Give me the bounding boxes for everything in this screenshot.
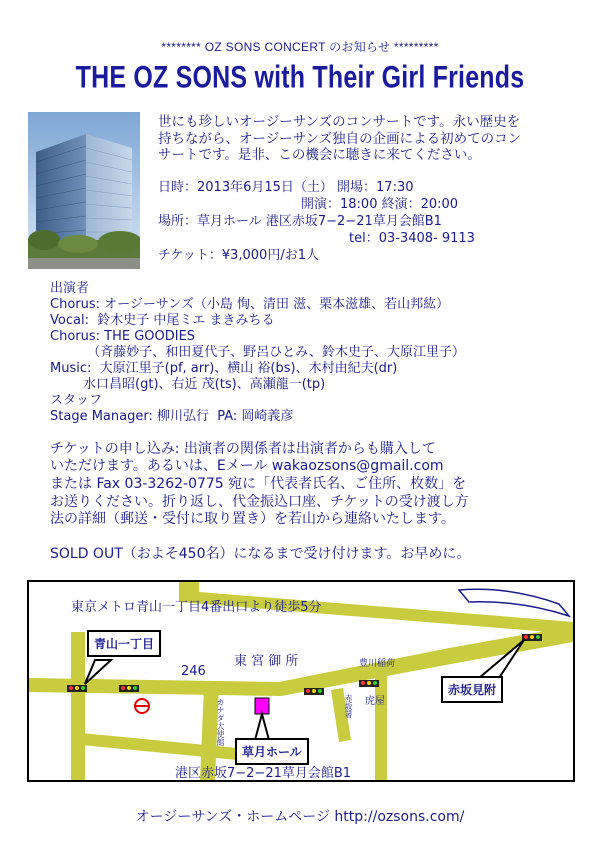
building-photo bbox=[28, 112, 140, 269]
event-venue: 場所：草月ホール 港区赤坂7−2−21草月会館B1 bbox=[158, 214, 442, 229]
cast-line: Chorus: オージーサンズ（小島 恂、清田 滋、栗本滋雄、若山邦紘） bbox=[50, 297, 450, 312]
event-ticket: チケット：¥3,000円/お1人 bbox=[158, 248, 319, 263]
cast-line: （斉藤妙子、和田夏代子、野呂ひとみ、鈴木史子、大原江里子） bbox=[50, 345, 465, 360]
cast-line: Vocal: 鈴木史子 中尾ミエ まきみちる bbox=[50, 313, 275, 328]
cast-line: Music: 大原江里子(pf, arr)、横山 裕(bs)、木村由紀夫(dr) bbox=[50, 361, 398, 376]
apply-line: 法の詳細（郵送・受付に取り置き）を若山から連絡いたします。 bbox=[50, 511, 455, 527]
intro-line: 持ちながら、オージーサンズ独自の企画による初めてのコン bbox=[158, 130, 522, 147]
apply-line: いただけます。あるいは、Eメール wakaozsons@gmail.com bbox=[50, 458, 444, 474]
intro-paragraph bbox=[158, 114, 578, 164]
address-label: 港区赤坂7−2−21草月会館B1 bbox=[175, 766, 352, 781]
staff-line: Stage Manager: 柳川弘行 PA: 岡崎義彦 bbox=[50, 409, 294, 424]
apply-line: または Fax 03-3262-0775 宛に「代表者氏名、ご住所、枚数」を bbox=[50, 476, 467, 492]
apply-line: チケットの申し込み: 出演者の関係者は出演者からも購入して bbox=[50, 441, 436, 457]
cast-line: Chorus: THE GOODIES bbox=[50, 329, 196, 344]
announcement-line: ******** OZ SONS CONCERT のお知らせ ********* bbox=[161, 40, 439, 54]
event-tel: tel：03-3408- 9113 bbox=[349, 231, 475, 246]
staff-heading: スタッフ bbox=[50, 393, 103, 408]
cast-heading: 出演者 bbox=[50, 281, 90, 296]
police-label: 赤坂署 bbox=[344, 694, 353, 718]
access-map bbox=[27, 580, 575, 782]
akasakamitsuke-callout: 赤坂見附 bbox=[441, 676, 503, 703]
intro-line: サートです。是非、この機会に聴きに来てください。 bbox=[158, 147, 481, 163]
event-datetime: 日時：2013年6月15日（土） 開場：17:30 bbox=[158, 180, 414, 195]
intro-line: 世にも珍しいオージーサンズのコンサートです。永い歴史を bbox=[158, 114, 521, 130]
aoyama-callout: 青山一丁目 bbox=[87, 630, 161, 657]
event-times: 開演：18:00 終演：20:00 bbox=[301, 197, 459, 212]
homepage-footer: オージーサンズ・ホームページ http://ozsons.com/ bbox=[135, 809, 465, 825]
palace-label: 東 宮 御 所 bbox=[234, 654, 299, 669]
access-note: 東京メトロ青山一丁目4番出口より徒歩5分 bbox=[71, 600, 322, 615]
toyokawa-label: 豊川稲荷 bbox=[359, 659, 396, 669]
page-title: THE OZ SONS with Their Girl Friends bbox=[75, 60, 525, 95]
route-label: 246 bbox=[181, 664, 206, 679]
hall-callout: 草月ホール bbox=[235, 738, 309, 765]
apply-line: お送りください。折り返し、代金振込口座、チケットの受け渡し方 bbox=[50, 494, 469, 510]
cast-line: 水口昌昭(gt)、右近 茂(ts)、高瀬龍一(tp) bbox=[50, 377, 326, 392]
toraya-label: 虎屋 bbox=[365, 696, 385, 707]
canada-label: カナダ大使館 bbox=[216, 698, 225, 746]
soldout-line: SOLD OUT（およそ450名）になるまで受け付けます。お早めに。 bbox=[50, 546, 471, 562]
